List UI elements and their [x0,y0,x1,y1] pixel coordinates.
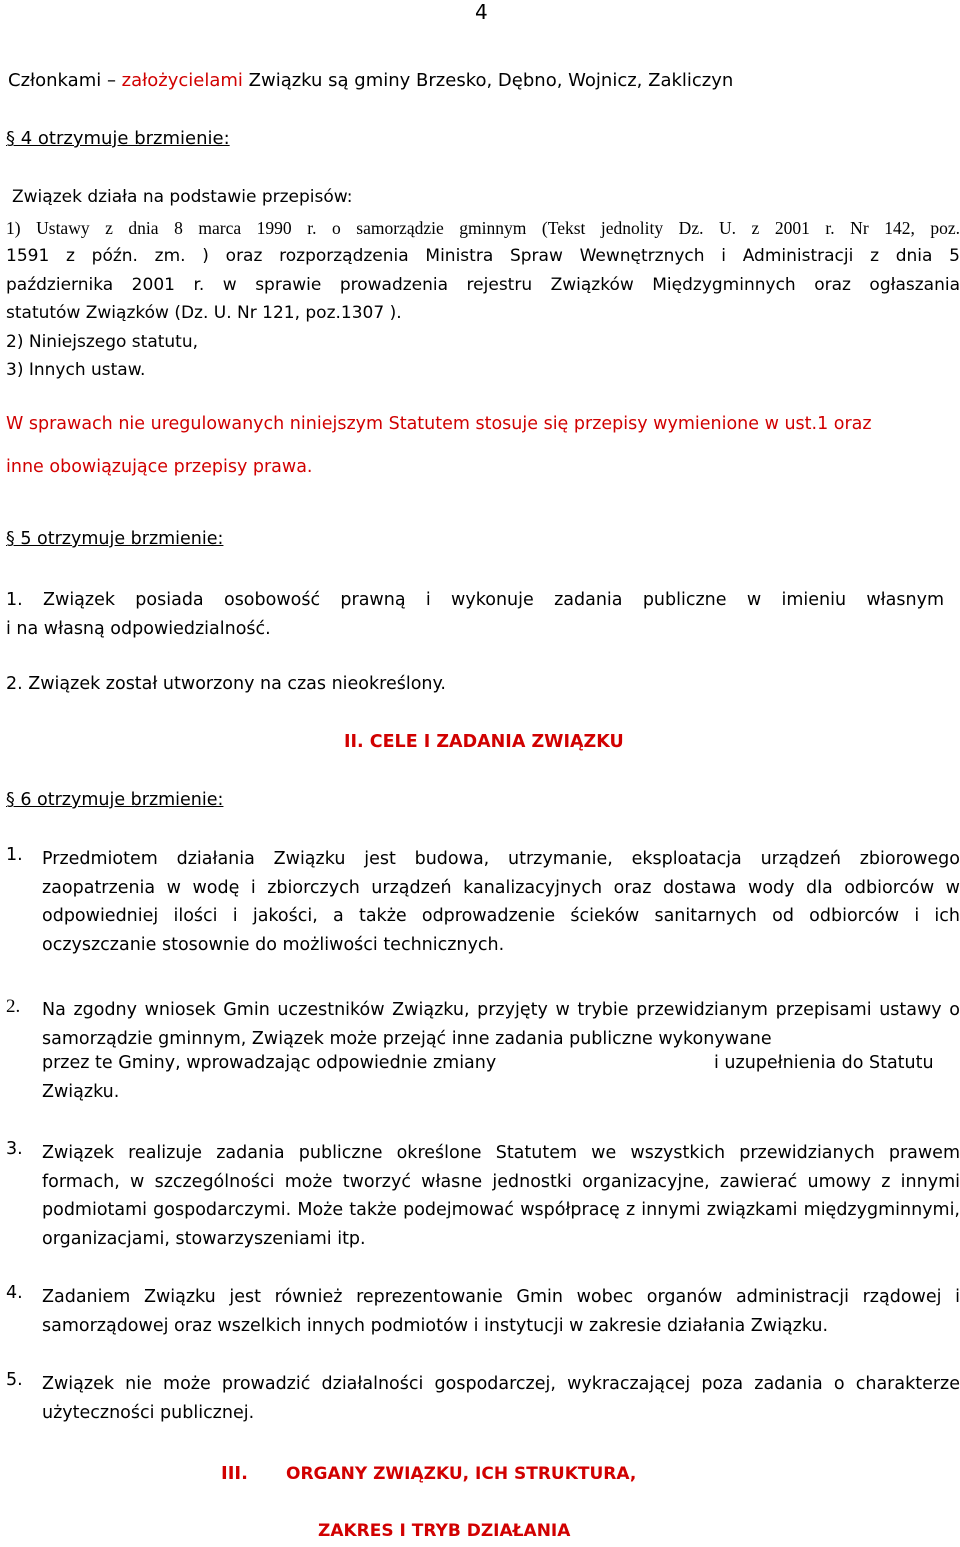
section-4-item-2: 2) Niniejszego statutu, [6,331,199,352]
intro-paragraph [8,70,733,91]
section-4-item-1-line-1: 1) Ustawy z dnia 8 marca 1990 r. o samorządzie gminnym (Tekst jednolity Dz. U. z 2001 r. Nr 142, poz. [6,218,960,238]
section-5-point-1-line-1: 1. Związek posiada osobowość prawną i wykonuje zadania publiczne w imieniu własnym [6,590,944,610]
chapter-3-title-line-1: ORGANY ZWIĄZKU, ICH STRUKTURA, [286,1464,637,1484]
section-4-item-1-line-2: 1591 z późn. zm. ) oraz rozporządzenia Ministra Spraw Wewnętrznych i Administracji z dnia 5 [6,246,960,266]
section-4-note-line-2: inne obowiązujące przepisy prawa. [6,457,313,477]
section-5-point-1 [6,586,944,644]
section-6-item-4-number: 4. [6,1283,23,1303]
section-6-item-2-text-c: Związku. [42,1082,120,1102]
section-4-item-3: 3) Innych ustaw. [6,360,146,380]
section-5-heading: § 5 otrzymuje brzmienie: [6,529,224,549]
section-6-item-5-number: 5. [6,1370,23,1390]
section-6-item-5-text: Związek nie może prowadzić działalności gospodarczej, wykraczającej poza zadania o charakterze użyteczności publicznej. [42,1374,960,1423]
chapter-3-numeral: III. [221,1463,248,1484]
section-4-item-1-line-3: października 2001 r. w sprawie prowadzenia rejestru Związków Międzygminnych oraz ogłaszania [6,274,960,295]
section-4-item-1 [6,214,960,243]
section-6-item-1-number: 1. [6,845,23,865]
chapter-3-title-line-2: ZAKRES I TRYB DZIAŁANIA [318,1521,571,1541]
section-6-item-4-text: Zadaniem Związku jest również reprezentowanie Gmin wobec organów administracji rządowej i samorządowej oraz wszelkich innych podmiotów i instytucji w zakresie działania Związku. [42,1287,960,1336]
section-4-lead: Związek działa na podstawie przepisów: [12,187,353,207]
chapter-2-title: II. CELE I ZADANIA ZWIĄZKU [344,732,624,752]
intro-suffix: Związku są gminy Brzesko, Dębno, Wojnicz, Zakliczyn [242,70,734,91]
section-4-item-1-line-4: statutów Związków (Dz. U. Nr 121, poz.1307 ). [6,303,402,323]
page-number: 4 [475,0,488,24]
section-6-item-1-text: Przedmiotem działania Związku jest budowa, utrzymanie, eksploatacja urządzeń zbiorowego zaopatrzenia w wodę i zbiorczych urządzeń kanalizacyjnych oraz dostawa wody dla odbiorców w odpowiedniej ilości i jakości, a także odprowadzenie ścieków sanitarnych od odbiorców i ich oczyszczanie stosownie do możliwości technicznych. [42,849,960,955]
section-5-point-2: 2. Związek został utworzony na czas nieokreślony. [6,674,446,694]
section-4-note-line-1: W sprawach nie uregulowanych niniejszym Statutem stosuje się przepisy wymienione w ust.1 oraz [6,414,872,434]
section-6-item-2-number: 2. [6,996,21,1017]
intro-highlight: założycielami [121,70,243,91]
section-6-item-2-text-a: Na zgodny wniosek Gmin uczestników Związku, przyjęty w trybie przewidzianym przepisami ustawy o samorządzie gminnym, Związek może przejąć inne zadania publiczne wykonywane [42,1000,960,1049]
section-6-item-3-number: 3. [6,1139,23,1159]
section-6-heading: § 6 otrzymuje brzmienie: [6,790,224,810]
section-4-heading: § 4 otrzymuje brzmienie: [6,128,230,149]
intro-prefix: Członkami – [8,70,122,91]
section-6-item-2-text-b1: przez te Gminy, wprowadzając odpowiednie zmiany [42,1053,497,1073]
section-5-point-1-line-2: i na własną odpowiedzialność. [6,619,271,639]
section-4-item-1-cont [6,242,960,385]
section-6-item-2-text-b2: i uzupełnienia do Statutu [714,1053,934,1073]
section-6-item-3-text: Związek realizuje zadania publiczne określone Statutem we wszystkich przewidzianych prawem formach, w szczególności może tworzyć własne jednostki organizacyjne, zawierać umowy z innymi podmiotami gospodarczymi. Może także podejmować współpracę z innymi związkami międzygminnymi, organizacjami, stowarzyszeniami itp. [42,1143,960,1249]
